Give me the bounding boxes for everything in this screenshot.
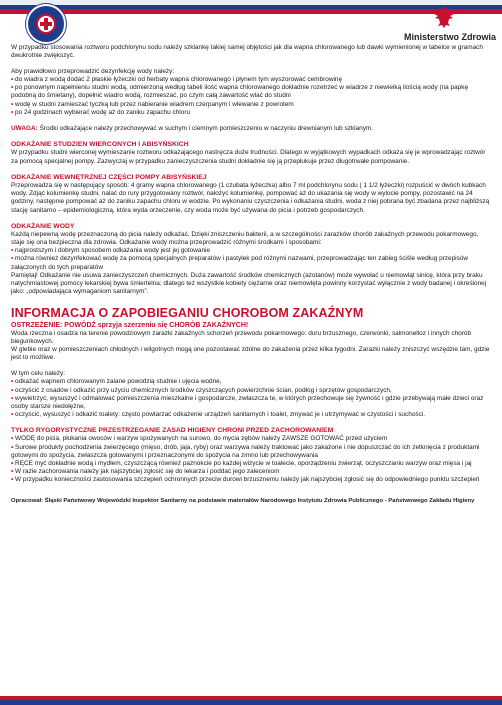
- info-paragraph: W glebie oraz w pomieszczeniach chłodnych i wilgotnych mogą one pozostawać zdolne do zakażenia przez kilka tygodni. Zarazki należy zniszczyć wszędzie tam, gdzie jest to możliwe.: [11, 346, 490, 362]
- bottom-color-band: [0, 696, 502, 705]
- rules-list: [11, 435, 493, 484]
- section-title: ODKAŻANIE WODY: [11, 222, 75, 230]
- list-item: • oczyścić z osadów i odkazić przy użyciu chemicznych środków czyszczących powierzchnie ścian, podłóg i sprzętów gospodarczych,: [11, 387, 493, 395]
- list-item: • RĘCE myć dokładnie wodą i mydłem, czyszczącą również paznokcie po każdej wizycie w toalecie, oporządzeniu zwierząt, oczyszczaniu warzyw oraz mięsa i jaj: [11, 460, 493, 468]
- polish-eagle-icon: [433, 4, 455, 30]
- list-item: • oczyścić, wysuszyć i odkazić toalety: często powtarzać odkażenie urządzeń sanitarnych i toalet, zmywać je i utrzymywać w czystości i suchości.: [11, 411, 493, 419]
- list-item: • wywietrzyć, wysuszyć i odmalować pomieszczenia mieszkalne i gospodarcze, zwłaszcza te, w których przechowuje się żywność i gdzie przebywają małe dzieci oraz osoby starsze niedołężne,: [11, 395, 493, 411]
- flood-warning: OSTRZEŻENIE: POWÓDŹ sprzyja szerzeniu się CHORÓB ZAKAŹNYCH!: [11, 321, 249, 329]
- intro-list: [11, 76, 493, 116]
- section-title: ODKAŻANIE WEWNĘTRZNEJ CZĘŚCI POMPY ABISYŃSKIEJ: [11, 173, 207, 181]
- water-list: [11, 247, 493, 271]
- section-text-2: Pamiętaj! Odkażanie nie usuwa zanieczyszczeń chemicznych. Duża zawartość środków chemicznych (azotanów) może wywołać u niemowląt sinicę, która przy braku natychmiastowej pomocy lekarskiej bywa śmiertelna; dlatego też wszystkie kobiety ciężarne oraz niemowlęta powinny korzystać wyłącznie z wody badanej i określonej jako: „odpowiadająca wymaganiom sanitarnym”.: [11, 271, 487, 295]
- uwaga-label: UWAGA:: [11, 124, 38, 132]
- list-item: • po ponownym napełnieniu studni wodą, odmierzoną według tabeli ilość wapna chlorowanego dokładnie rozetrzeć w wiadrze z niewielką ilością wody (na papkę podobną do śmietany), dopełnić wiadro wodą, rozmieszać, po czym całą zawartość wlać do studni: [11, 84, 493, 100]
- list-item: • W razie zachorowania należy jak najszybciej zgłosić się do lekarza i poddać jego zaleceniom: [11, 468, 493, 476]
- list-item: • W przypadku konieczności zastosowania szczepień ochronnych przeciw durowi brzusznemu należy jak najszybciej zgłosić się do odpowiedniego punktu szczepień: [11, 476, 493, 484]
- section-text: W przypadku studni wierconej wymieszanie roztworu odkażającego nastręcza duże trudności. Dlatego w wyjątkowych wypadkach odkaża się je wprowadzając roztwór za pomocą specjalnej pompy. Zazwyczaj w przypadku zanieczyszczenia studni dokładnie się ją przepłukuje przez długotrwałe pompowanie.: [11, 149, 486, 165]
- list-item: • odkażać wapnem chlorowanym zalane powodzią studnie i ujęcia wodne,: [11, 378, 493, 386]
- section-title: TYLKO RYGORYSTYCZNE PRZESTRZEGANIE ZASAD HIGIENY CHRONI PRZED ZACHOROWANIEM: [11, 426, 334, 434]
- section-wells: [11, 141, 493, 166]
- uwaga-text: Środki odkażające należy przechowywać w suchym i ciemnym pomieszczeniu w naczyniu drewnianym lub szklanym.: [39, 124, 374, 132]
- list-item: • najprostszym i dobrym sposobem odkażania wody jest jej gotowanie: [11, 247, 493, 255]
- document-body: [11, 44, 493, 694]
- intro-paragraph: W przypadku stosowania roztworu podchlorynu sodu należy szklankę takiej samej objętości jak dla wapna chlorowanego lub dawki wymienionej w tabelce w gramach dwukrotnie zwiększyć.: [11, 44, 483, 60]
- footer-credit: Opracował: Śląski Państwowy Wojewódzki Inspektor Sanitarny na podstawie materiałów Narodowego Instytutu Zdrowia Publicznego - Państwowego Zakładu Higieny: [11, 498, 475, 505]
- section-pump: [11, 174, 493, 215]
- section-title: ODKAŻANIE STUDZIEN WIERCONYCH I ABISYŃSKICH: [11, 140, 189, 148]
- list-item: • po 24 godzinach wybierać wodę aż do zaniku zapachu chloru: [11, 109, 493, 117]
- list-item: • Surowe produkty pochodzenia zwierzęcego (mięso, drób, jaja, ryby) oraz warzywa należy traktować jako zakażone i nie dopuszczać do ich zetknięcia z produktami gotowymi do spożycia, zwłaszcza gotowanymi i przeznaczonymi do spożycia na zimno lub przechowywania: [11, 444, 493, 460]
- sanitary-inspection-seal-icon: [26, 4, 66, 44]
- section-water: [11, 223, 493, 296]
- info-title: INFORMACJA O ZAPOBIEGANIU CHOROBOM ZAKAŹNYM: [11, 305, 364, 320]
- info-lead: W tym celu należy:: [11, 370, 66, 378]
- section-text: Przeprowadza się w następujący sposób: 4 gramy wapna chlorowanego (1 czubata łyżeczka) albo 7 ml podchlorynu sodu ( 1 1/2 łyżeczki) rozpuścić w dwóch kubkach wody. Zdjąć kolumienkę studni, nalać do rury przygotowany roztwór, nałożyć kolumienkę, pompować aż do ukazania się wody w wylocie pompy, pozostawić na 24 godziny, następnie pompować aż do zaniku zapachu chloru w wodzie. Po wykonaniu czyszczenia i odkażania studni, woda z niej pobrana być zbadana przez najbliższą stację sanitarno – epidemiologiczną, która wyda orzeczenie, czy woda może być używana do picia i potrzeb gospodarczych.: [11, 182, 490, 214]
- intro-lead: Aby prawidłowo przeprowadzić dezynfekcję wody należy:: [11, 68, 175, 76]
- section-rules: [11, 427, 493, 484]
- ministry-name: Ministerstwo Zdrowia: [404, 32, 497, 42]
- list-item: • można również dezynfekować wodę za pomocą specjalnych preparatów i pastylek pod różnymi nazwami, przeprowadzając ten zabieg ściśle według przepisów załączonych do tych preparatów: [11, 255, 493, 271]
- list-item: • do wiadra z wodą dodać 2 płaskie łyżeczki od herbaty wapna chlorowanego i płynem tym wyszorować cembrowinę: [11, 76, 493, 84]
- list-item: • wodę w studni zamieszać tyczką lub przez nabieranie wiadrem czerpanym i wlewanie z powrotem: [11, 101, 493, 109]
- uwaga-note: [11, 125, 493, 133]
- info-list: [11, 378, 493, 418]
- info-paragraph: Woda rzeczna i osadza na terenie powodziowym zarazki zakaźnych schorzeń przewodu pokarmowego: duru brzusznego, czerwonki, salmonelloz i innych chorób biegunkowych.: [11, 329, 472, 346]
- ministry-logo: [404, 4, 497, 42]
- section-text: Każdą niepewną wodę przeznaczoną do picia należy odkażać. Dzięki zniszczeniu bakterii, a w szczególności zarazków chorób zakaźnych przewodu pokarmowego, staje się ona bezpieczna dla zdrowia. Odkażanie wody można przeprowadzić różnymi środkami i sposobami:: [11, 231, 479, 247]
- list-item: • WODĘ do picia, płukania owoców i warzyw spożywanych na surowo, do mycia zębów należy ZAWSZE GOTOWAĆ przed użyciem: [11, 435, 493, 443]
